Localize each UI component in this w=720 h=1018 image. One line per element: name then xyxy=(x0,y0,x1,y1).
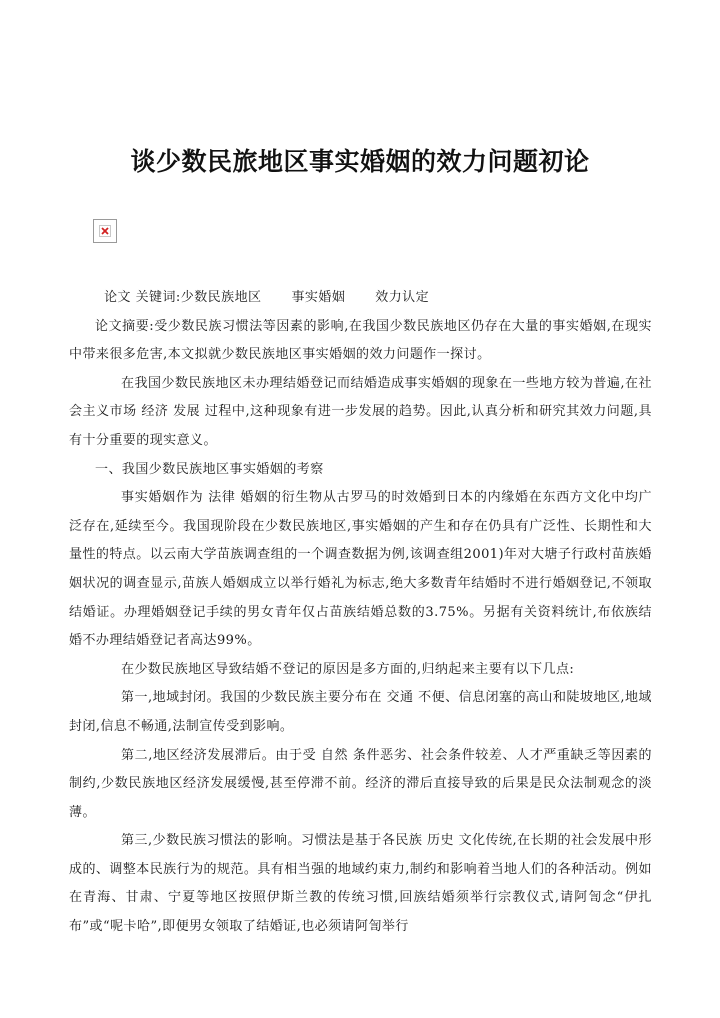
red-x-icon xyxy=(99,225,111,237)
keyword-item: 少数民族地区 xyxy=(180,290,262,305)
broken-image-icon xyxy=(93,219,117,243)
section-heading: 一、我国少数民族地区事实婚姻的考察 xyxy=(95,461,324,477)
document-body xyxy=(69,284,652,942)
intro-paragraph: 在我国少数民族地区未办理结婚登记而结婚造成事实婚姻的现象在一些地方较为普遍,在社会主义市场 经济 发展 过程中,这种现象有进一步发展的趋势。因此,认真分析和研究其效力问题,具有十分重要的现实意义。 xyxy=(69,375,652,448)
keywords-label: 论文 关键词: xyxy=(104,290,181,305)
body-paragraph: 第一,地域封闭。我国的少数民族主要分布在 交通 不便、信息闭塞的高山和陡坡地区,地域封闭,信息不畅通,法制宣传受到影响。 xyxy=(69,690,652,734)
keywords-line xyxy=(69,284,652,313)
keyword-item: 事实婚姻 xyxy=(291,290,346,305)
page-title: 谈少数民旅地区事实婚姻的效力问题初论 xyxy=(130,147,590,176)
abstract-paragraph: 论文摘要:受少数民族习惯法等因素的影响,在我国少数民族地区仍存在大量的事实婚姻,在现实中带来很多危害,本文拟就少数民族地区事实婚姻的效力问题作一探讨。 xyxy=(69,318,652,363)
keyword-item: 效力认定 xyxy=(375,290,430,305)
body-paragraph: 第三,少数民族习惯法的影响。习惯法是基于各民族 历史 文化传统,在长期的社会发展中形成的、调整本民族行为的规范。具有相当强的地域约束力,制约和影响着当地人们的各种活动。例如在青海、甘肃、宁夏等地区按照伊斯兰教的传统习惯,回族结婚须举行宗教仪式,请阿訇念“伊扎布”或“呢卡哈”,即便男女领取了结婚证,也必须请阿訇举行 xyxy=(69,833,652,935)
body-paragraph: 在少数民族地区导致结婚不登记的原因是多方面的,归纳起来主要有以下几点: xyxy=(121,661,575,677)
body-paragraph: 事实婚姻作为 法律 婚姻的衍生物从古罗马的时效婚到日本的内缘婚在东西方文化中均广泛存在,延续至今。我国现阶段在少数民族地区,事实婚姻的产生和存在仍具有广泛性、长期性和大量性的特点。以云南大学苗族调查组的一个调查数据为例,该调查组2001)年对大塘子行政村苗族婚姻状况的调查显示,苗族人婚姻成立以举行婚礼为标志,绝大多数青年结婚时不进行婚姻登记,不领取结婚证。办理婚姻登记手续的男女青年仅占苗族结婚总数的3.75%。另据有关资料统计,布依族结婚不办理结婚登记者高达99%。 xyxy=(69,490,652,649)
body-paragraph: 第二,地区经济发展滞后。由于受 自然 条件恶劣、社会条件较差、人才严重缺乏等因素的制约,少数民族地区经济发展缓慢,甚至停滞不前。经济的滞后直接导致的后果是民众法制观念的淡薄。 xyxy=(69,747,652,820)
